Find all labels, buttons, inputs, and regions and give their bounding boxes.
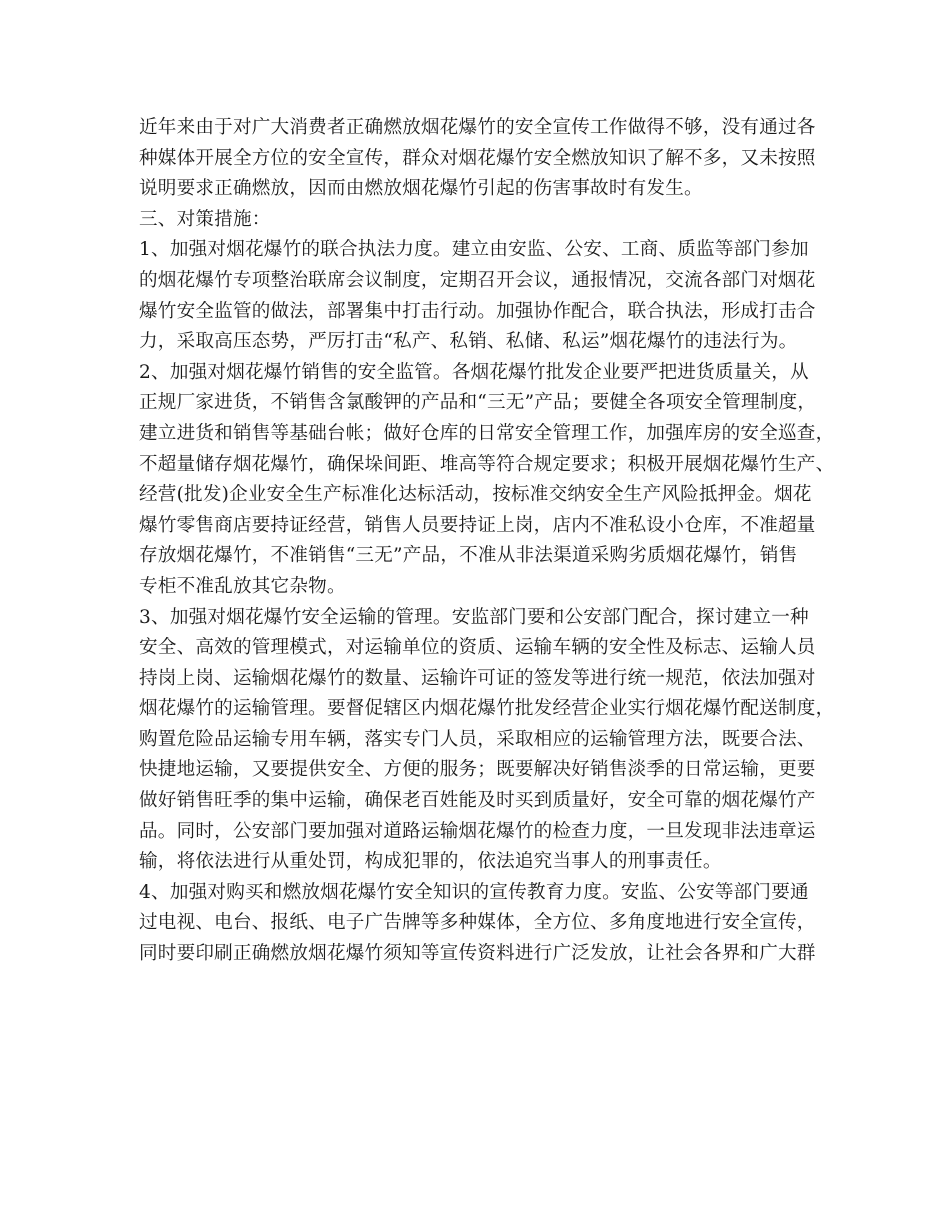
text-line: 烟花爆竹的运输管理。要督促辖区内烟花爆竹批发经营企业实行烟花爆竹配送制度， [139,698,835,720]
text-line: 4、加强对购买和燃放烟花爆竹安全知识的宣传教育力度。安监、公安等部门要通 [139,881,809,903]
text-line: 爆竹安全监管的做法，部署集中打击行动。加强协作配合，联合执法，形成打击合 [139,300,816,322]
text-line: 快捷地运输，又要提供安全、方便的服务；既要解决好销售淡季的日常运输，更要 [139,759,816,781]
text-line: 说明要求正确燃放，因而由燃放烟花爆竹引起的伤害事故时有发生。 [139,178,703,200]
text-line: 3、加强对烟花爆竹安全运输的管理。安监部门要和公安部门配合，探讨建立一种 [139,606,809,628]
text-line: 不超量储存烟花爆竹，确保垛间距、堆高等符合规定要求；积极开展烟花爆竹生产、 [139,453,835,475]
text-line: 经营(批发)企业安全生产标准化达标活动，按标准交纳安全生产风险抵押金。烟花 [139,484,812,506]
text-line: 安全、高效的管理模式，对运输单位的资质、运输车辆的安全性及标志、运输人员 [139,637,816,659]
document-body [139,113,835,970]
text-line: 过电视、电台、报纸、电子广告牌等多种媒体，全方位、多角度地进行安全宣传， [139,912,816,934]
text-line: 爆竹零售商店要持证经营，销售人员要持证上岗，店内不准私设小仓库，不准超量 [139,514,816,536]
text-line: 种媒体开展全方位的安全宣传，群众对烟花爆竹安全燃放知识了解不多，又未按照 [139,147,816,169]
text-line: 做好销售旺季的集中运输，确保老百姓能及时买到质量好，安全可靠的烟花爆竹产 [139,790,816,812]
text-line: 正规厂家进货，不销售含氯酸钾的产品和“三无”产品；要健全各项安全管理制度， [139,392,817,414]
text-line: 存放烟花爆竹，不准销售“三无”产品，不准从非法渠道采购劣质烟花爆竹，销售 [139,545,798,567]
text-line: 同时要印刷正确燃放烟花爆竹须知等宣传资料进行广泛发放，让社会各界和广大群 [139,943,816,965]
text-line: 的烟花爆竹专项整治联席会议制度，定期召开会议，通报情况，交流各部门对烟花 [139,269,816,291]
text-line: 购置危险品运输专用车辆，落实专门人员，采取相应的运输管理方法，既要合法、 [139,728,816,750]
text-line: 专柜不准乱放其它杂物。 [139,575,346,597]
text-line: 建立进货和销售等基础台帐；做好仓库的日常安全管理工作，加强库房的安全巡查， [139,422,835,444]
section-heading: 三、对策措施： [139,208,271,230]
text-line: 持岗上岗、运输烟花爆竹的数量、运输许可证的签发等进行统一规范，依法加强对 [139,667,816,689]
text-line: 1、加强对烟花爆竹的联合执法力度。建立由安监、公安、工商、质监等部门参加 [139,239,809,261]
text-line: 2、加强对烟花爆竹销售的安全监管。各烟花爆竹批发企业要严把进货质量关，从 [139,361,809,383]
text-line: 品。同时，公安部门要加强对道路运输烟花爆竹的检查力度，一旦发现非法违章运 [139,820,816,842]
text-line: 输，将依法进行从重处罚，构成犯罪的，依法追究当事人的刑事责任。 [139,851,722,873]
text-line: 力，采取高压态势，严厉打击“私产、私销、私储、私运”烟花爆竹的违法行为。 [139,331,798,353]
text-line: 近年来由于对广大消费者正确燃放烟花爆竹的安全宣传工作做得不够，没有通过各 [139,117,816,138]
